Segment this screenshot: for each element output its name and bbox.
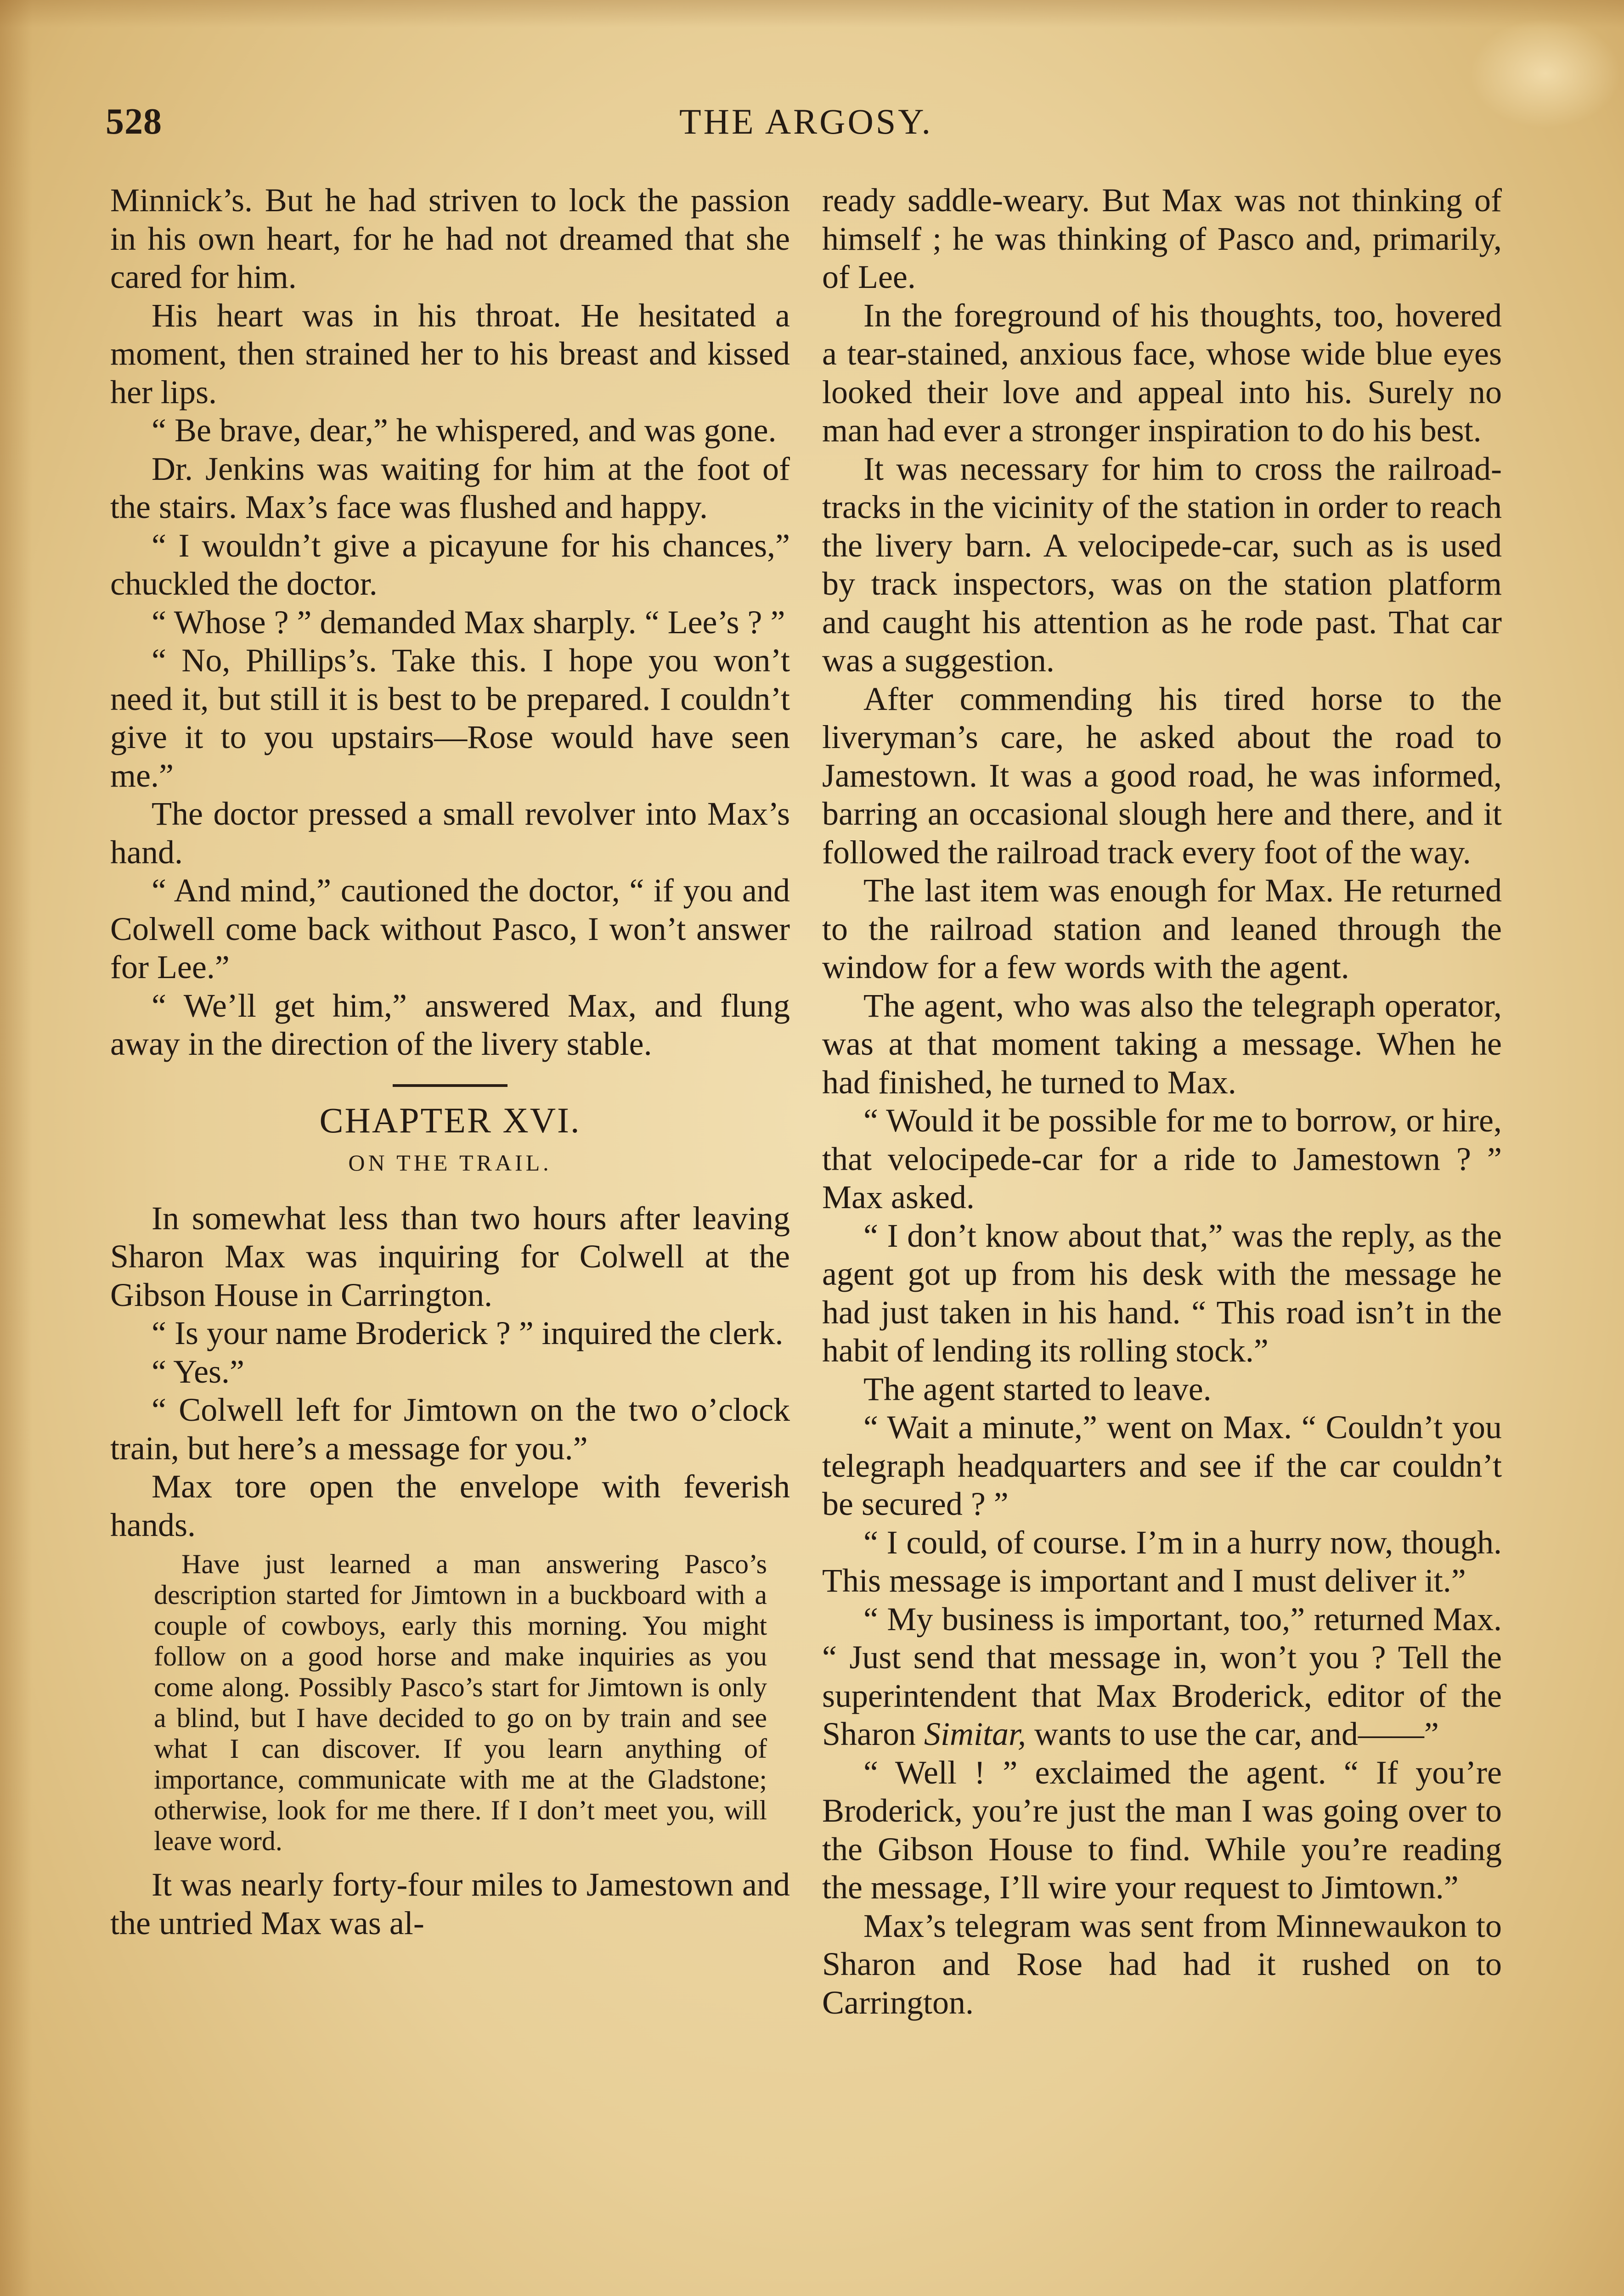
section-divider [393, 1084, 508, 1087]
paragraph: Max tore open the envelope with feverish hands. [110, 1468, 790, 1543]
paragraph: ready saddle-weary. But Max was not thinking of himself ; he was thinking of Pasco and, primarily, of Lee. [822, 182, 1502, 295]
paragraph-text: somewhat less than two hours after leaving Sharon Max was inquiring for Colwell at the Gibson House in Carrington. [110, 1199, 790, 1313]
telegram-message [110, 1544, 790, 1866]
paragraph: “ And mind,” cautioned the doctor, “ if you and Colwell come back without Pasco, I won’t answer for Lee.” [110, 872, 790, 985]
paragraph: It was necessary for him to cross the railroad-tracks in the vicinity of the station in order to reach the livery barn. A velocipede-car, such as is used by track inspectors, was on the station platform and caught his attention as he rode past. That car was a suggestion. [822, 450, 1502, 679]
telegram-text: Have just learned a man answering Pasco’s description started for Jimtown in a buckboard with a couple of cowboys, early this morning. You might follow on a good horse and make inquiries as you come along. Possibly Pasco’s start for Jimtown is only a blind, but I have decided to go on by train and see what I can discover. If you learn anything of importance, communicate with me at the Gladstone; otherwise, look for me there. If I don’t meet you, will leave word. [154, 1549, 767, 1856]
paragraph: Minnick’s. But he had striven to lock the passion in his own heart, for he had not dreamed that she cared for him. [110, 182, 790, 295]
paragraph: After commending his tired horse to the liveryman’s care, he asked about the road to Jamestown. It was a good road, he was informed, barring an occasional slough here and there, and it followed the railroad track every foot of the way. [822, 680, 1502, 871]
paragraph: “ I wouldn’t give a picayune for his chances,” chuckled the doctor. [110, 527, 790, 602]
page-edge-shading [0, 0, 32, 2296]
running-title: THE ARGOSY. [679, 101, 933, 141]
chapter-title: CHAPTER XVI. [319, 1100, 581, 1140]
paragraph: “ Colwell left for Jimtown on the two o’clock train, but here’s a message for you.” [110, 1391, 790, 1467]
paragraph [822, 1600, 1502, 1754]
newspaper-name: Simitar, [924, 1716, 1026, 1752]
paragraph: Dr. Jenkins was waiting for him at the foot of the stairs. Max’s face was flushed and happy. [110, 450, 790, 525]
chapter-subtitle: ON THE TRAIL. [348, 1149, 552, 1176]
paragraph: The agent, who was also the telegraph operator, was at that moment taking a message. When he had finished, he turned to Max. [822, 987, 1502, 1101]
paragraph: “ I don’t know about that,” was the reply, as the agent got up from his desk with the message he had just taken in his hand. “ This road isn’t in the habit of lending its rolling stock.” [822, 1217, 1502, 1369]
paragraph: It was nearly forty-four miles to Jamestown and the untried Max was al- [110, 1866, 790, 1941]
paragraph: “ Yes.” [152, 1353, 245, 1390]
paragraph: “ I could, of course. I’m in a hurry now, though. This message is important and I must deliver it.” [822, 1524, 1502, 1599]
paragraph: Max’s telegram was sent from Minnewaukon to Sharon and Rose had had it rushed on to Carrington. [822, 1907, 1502, 2021]
paragraph: “ Would it be possible for me to borrow, or hire, that velocipede-car for a ride to Jamestown ? ” Max asked. [822, 1102, 1502, 1216]
page-edge-shading-top [0, 0, 1624, 28]
paragraph-text: “ My business is important, too,” returned Max. “ Just send that message in, won’t you ? Tell the superintendent that Max Broderick, editor of the Sharon [822, 1600, 1502, 1752]
paragraph: The agent started to leave. [863, 1370, 1212, 1407]
page-number: 528 [106, 101, 162, 142]
paragraph: “ Well ! ” exclaimed the agent. “ If you’re Broderick, you’re just the man I was going over to the Gibson House to find. While you’re reading the message, I’ll wire your request to Jimtown.” [822, 1754, 1502, 1906]
paragraph: “ We’ll get him,” answered Max, and flung away in the direction of the livery stable. [110, 987, 790, 1062]
drop-cap: In [152, 1199, 179, 1237]
paragraph-text: wants to use the car, and——” [1026, 1716, 1439, 1752]
paragraph: The doctor pressed a small revolver into Max’s hand. [110, 795, 790, 871]
running-head [106, 101, 1506, 152]
left-column [110, 181, 790, 1942]
paragraph: The last item was enough for Max. He returned to the railroad station and leaned through the window for a few words with the agent. [822, 872, 1502, 985]
paragraph: “ Whose ? ” demanded Max sharply. “ Lee’s ? ” [152, 603, 785, 641]
paragraph: His heart was in his throat. He hesitated a moment, then strained her to his breast and kissed her lips. [110, 297, 790, 411]
right-column [822, 181, 1502, 2022]
paragraph: In the foreground of his thoughts, too, hovered a tear-stained, anxious face, whose wide blue eyes looked their love and appeal into his. Surely no man had ever a stronger inspiration to do his best. [822, 297, 1502, 449]
paragraph: “ Is your name Broderick ? ” inquired the clerk. [152, 1315, 784, 1351]
paragraph: “ Wait a minute,” went on Max. “ Couldn’t you telegraph headquarters and see if the car couldn’t be secured ? ” [822, 1409, 1502, 1522]
chapter-opening-paragraph [110, 1199, 790, 1315]
paragraph: “ No, Phillips’s. Take this. I hope you won’t need it, but still it is best to be prepared. I couldn’t give it to you upstairs—Rose would have seen me.” [110, 642, 790, 794]
paragraph: “ Be brave, dear,” he whispered, and was gone. [152, 412, 777, 449]
